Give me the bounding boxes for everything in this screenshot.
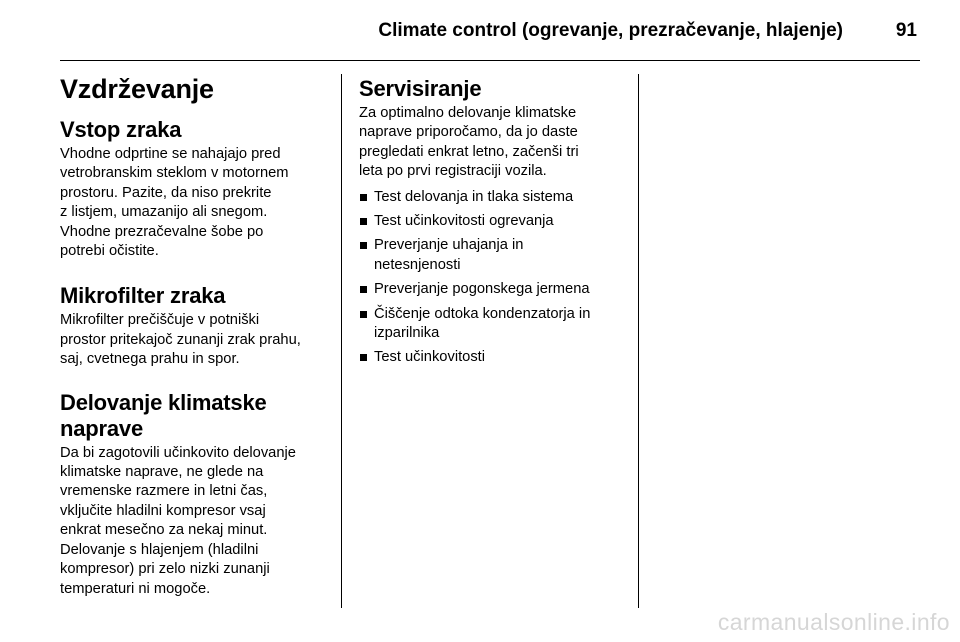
subsection-text-microfilter: Mikrofilter prečiščuje v potniški prostor pritekajoč zunanji zrak prahu, saj, cvetnega prahu in spor. [60,312,301,368]
subsection-heading-air-intake: Vstop zraka [60,117,182,142]
bullet-square-icon [360,218,367,225]
servicing-intro-text: Za optimalno delovanje klimatske naprave priporočamo, da jo daste pregledati enkrat letno, začenši tri leta po prvi registraciji vozila. [359,105,579,180]
subsection-text-ac-operation: Da bi zagotovili učinkovito delovanje klimatske naprave, ne glede na vremenske razmere in letni čas, vključite hladilni kompresor vsaj enkrat mesečno za nekaj minut. Delovanje s hlajenjem (hladilni kompresor) pri zelo nizki zunanji temperaturi ni mogoče. [60,444,296,597]
column-divider-left [341,74,342,608]
list-item-text: Test delovanja in tlaka sistema [374,188,574,205]
header-divider [60,60,920,61]
watermark: carmanualsonline.info [717,609,950,635]
bullet-square-icon [360,194,367,201]
list-item [359,305,624,344]
bullet-square-icon [360,311,367,318]
list-item [359,280,624,299]
subsection-heading-microfilter: Mikrofilter zraka [60,283,226,309]
list-item-text: Test učinkovitosti [374,349,486,366]
bullet-square-icon [360,354,367,361]
page-header-title: Climate control (ogrevanje, prezračevanje, hlajenje) [378,20,843,41]
list-item-text: Test učinkovitosti ogrevanja [374,213,554,230]
subsection-heading-servicing: Servisiranje [359,76,482,101]
list-item-text: Preverjanje uhajanja in netesnjenosti [374,237,524,273]
list-item [359,188,624,207]
page-number: 91 [895,20,917,41]
list-item-text: Čiščenje odtoka kondenzatorja in izparilnika [374,305,591,342]
subsection-text-air-intake: Vhodne odprtine se nahajajo pred vetrobranskim steklom v motornem prostoru. Pazite, da niso prekrite z listjem, umazanijo ali snegom. Vhodne prezračevalne šobe po potrebi očistite. [60,146,289,260]
list-item-text: Preverjanje pogonskega jermena [374,281,590,298]
section-title: Vzdrževanje [60,74,214,104]
bullet-square-icon [360,286,367,293]
servicing-checklist [359,188,624,368]
bullet-square-icon [360,242,367,249]
list-item [359,236,624,275]
column-divider-right [638,74,639,608]
list-item [359,212,624,231]
list-item [359,348,624,367]
left-column [60,72,332,599]
subsection-heading-ac-operation: Delovanje klimatske naprave [60,389,267,441]
middle-column [359,72,624,368]
